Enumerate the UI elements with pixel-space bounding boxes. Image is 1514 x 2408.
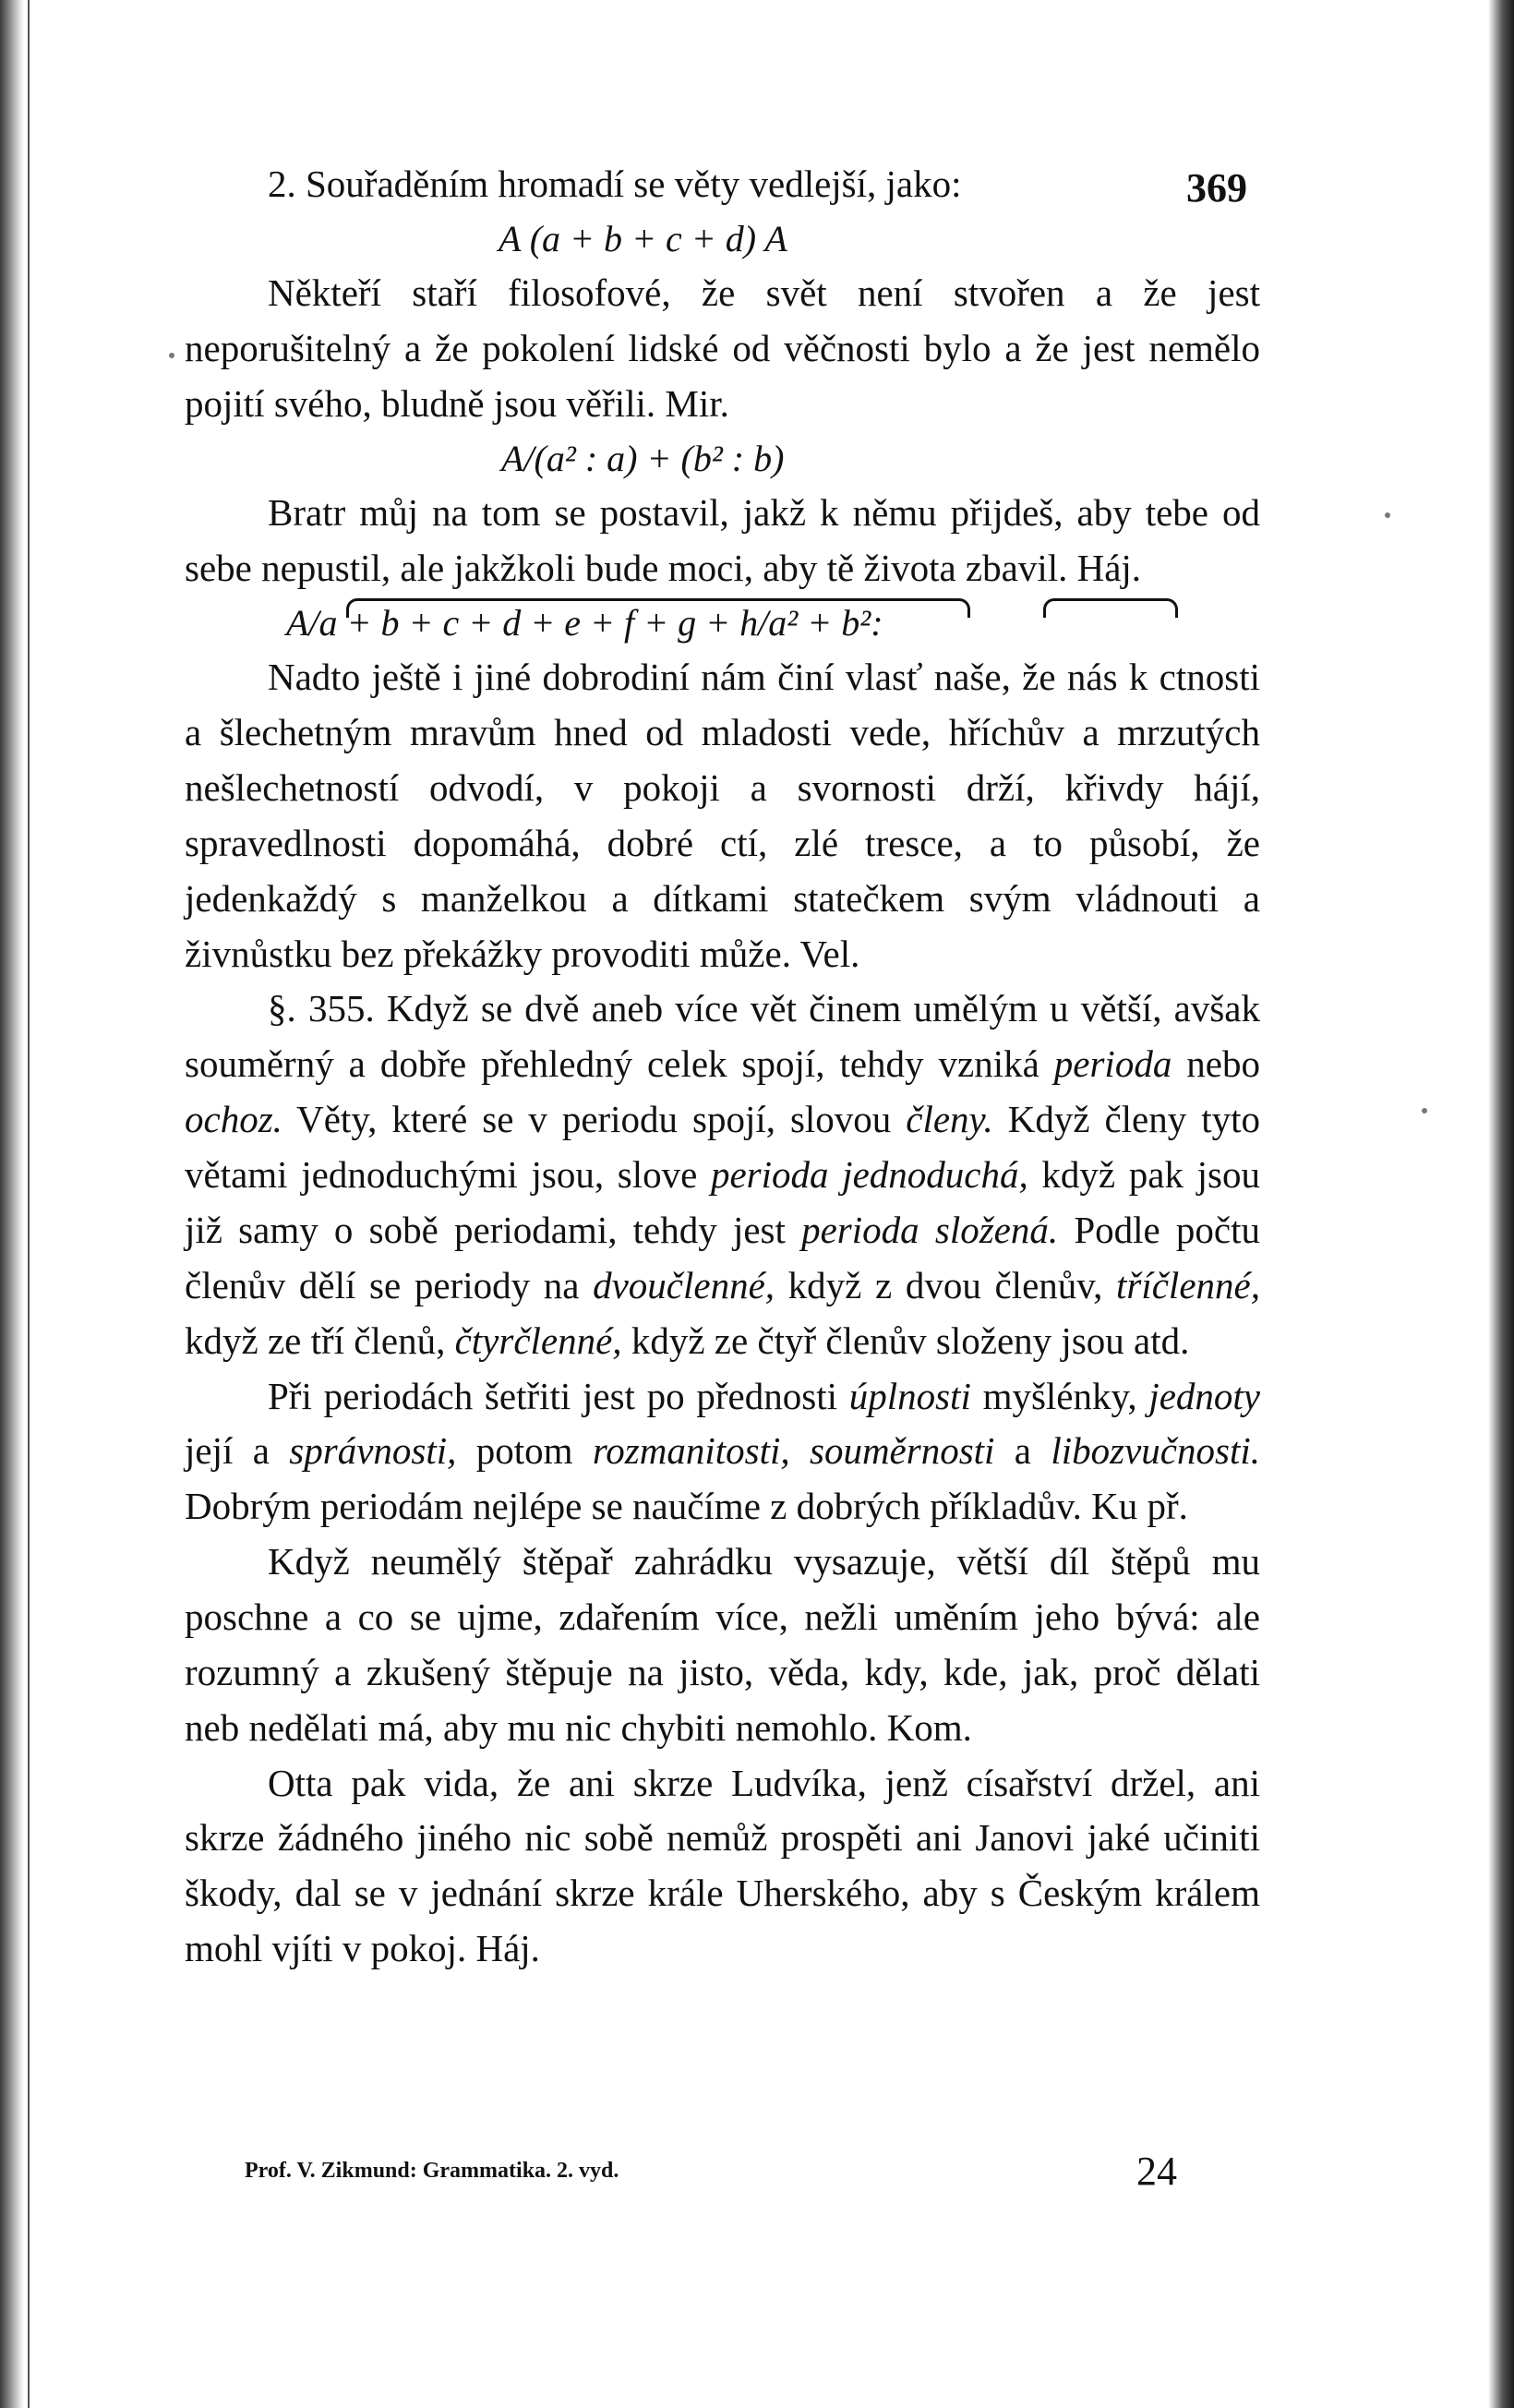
text-run: když z dvou členův, <box>775 1263 1116 1306</box>
italic-term: perioda <box>1053 1042 1172 1086</box>
footer-citation: Prof. V. Zikmund: Grammatika. 2. vyd. <box>245 2159 619 2183</box>
text-run: když ze čtyř členův složeny jsou atd. <box>621 1318 1190 1362</box>
speck <box>1385 512 1390 518</box>
paragraph-4: Nadto ještě i jiné dobrodiní nám činí vlasť naše, že nás k ctnosti a šlechetným mravům hned od mladosti vede, hříchův a mrzutých nešlechetností odvodí, v pokoji a svornosti drží, křivdy hájí, spravedlnosti dopomáhá, dobré ctí, zlé tresce, a to působí, že jedenkaždý s manželkou a dítkami statečkem svým vládnouti a živnůstku bez překážky provoditi může. Vel. <box>185 656 1260 975</box>
paragraph-6 <box>185 1369 1260 1535</box>
text-run: Když členy tyto větami jednoduchými jsou, slove <box>185 1098 1260 1197</box>
page-number: 369 <box>1186 165 1247 211</box>
italic-term: tříčlenné, <box>1116 1263 1260 1306</box>
formula-1: A (a + b + c + d) A <box>499 217 787 259</box>
scan-left-edge <box>0 0 24 2408</box>
italic-term: perioda jednoduchá, <box>710 1153 1028 1197</box>
italic-term: ochoz. <box>185 1098 282 1141</box>
signature-mark: 24 <box>1136 2149 1177 2194</box>
italic-term: libozvučnosti. <box>1051 1429 1260 1473</box>
italic-term: perioda složená. <box>801 1208 1059 1251</box>
paragraph-8: Otta pak vida, že ani skrze Ludvíka, jenž císařství držel, ani skrze žádného jiného nic sobě nemůž prospěti ani Janovi jaké učiniti škody, dal se v jednání skrze krále Uherského, aby s Českým králem mohl vjíti v pokoj. Háj. <box>185 1761 1260 1970</box>
formula-3-text: A/a + b + c + d + e + f + g + h/a² + b²: <box>286 601 883 644</box>
formula-3 <box>185 596 1260 650</box>
formula-brace <box>346 598 970 618</box>
text-run: Podle počtu členův dělí se periody na <box>185 1208 1260 1306</box>
paragraph-1: 2. Souřaděním hromadí se věty vedlejší, jako: <box>268 163 962 205</box>
text-run: myšlénky, <box>970 1374 1149 1417</box>
italic-term: čtyrčlenné, <box>454 1318 622 1362</box>
formula-brace <box>1043 598 1178 618</box>
italic-term: správnosti, <box>289 1429 457 1473</box>
italic-term: rozmanitosti, souměrnosti <box>592 1429 995 1473</box>
speck <box>1422 1108 1427 1114</box>
paragraph-3: Bratr můj na tom se postavil, jakž k němu přijdeš, aby tebe od sebe nepustil, ale jakžkoli bude moci, aby tě života zbavil. Háj. <box>185 491 1260 590</box>
text-run: Věty, které se v periodu spojí, slovou <box>282 1098 907 1141</box>
italic-term: dvoučlenné, <box>593 1263 775 1306</box>
page-body <box>185 157 1260 1977</box>
text-run: §. 355. Když se dvě aneb více vět činem umělým u větší, avšak souměrný a dobře přehledný celek spojí, tehdy vzniká <box>185 987 1260 1086</box>
scan-right-edge <box>1488 0 1514 2408</box>
speck <box>169 353 174 358</box>
text-run: a <box>994 1429 1051 1473</box>
text-run: když ze tří členů, <box>185 1318 455 1362</box>
italic-term: jednoty <box>1148 1374 1260 1417</box>
text-run: Dobrým periodám nejlépe se naučíme z dobrých příkladův. Ku př. <box>185 1485 1188 1528</box>
page-footer <box>245 2148 1260 2194</box>
italic-term: úplnosti <box>848 1374 971 1417</box>
italic-term: členy. <box>906 1098 993 1141</box>
text-run: Při periodách šetřiti jest po přednosti <box>268 1374 849 1417</box>
text-run: nebo <box>1172 1042 1260 1086</box>
paragraph-2: Někteří staří filosofové, že svět není stvořen a že jest neporušitelný a že pokolení lidské od věčnosti bylo a že jest nemělo pojití svého, bludně jsou věřili. Mir. <box>185 271 1260 425</box>
text-run: její a <box>185 1429 290 1473</box>
text-run: potom <box>456 1429 593 1473</box>
paragraph-5 <box>185 981 1260 1368</box>
paragraph-7: Když neumělý štěpař zahrádku vysazuje, větší díl štěpů mu poschne a co se ujme, zdařením více, nežli uměním jeho bývá: ale rozumný a zkušený štěpuje na jisto, věda, kdy, kde, jak, proč dělati neb nedělati má, aby mu nic chybiti nemohlo. Kom. <box>185 1540 1260 1749</box>
formula-2: A/(a² : a) + (b² : b) <box>501 437 785 479</box>
text-run: když pak jsou již samy o sobě periodami, tehdy jest <box>185 1153 1260 1251</box>
